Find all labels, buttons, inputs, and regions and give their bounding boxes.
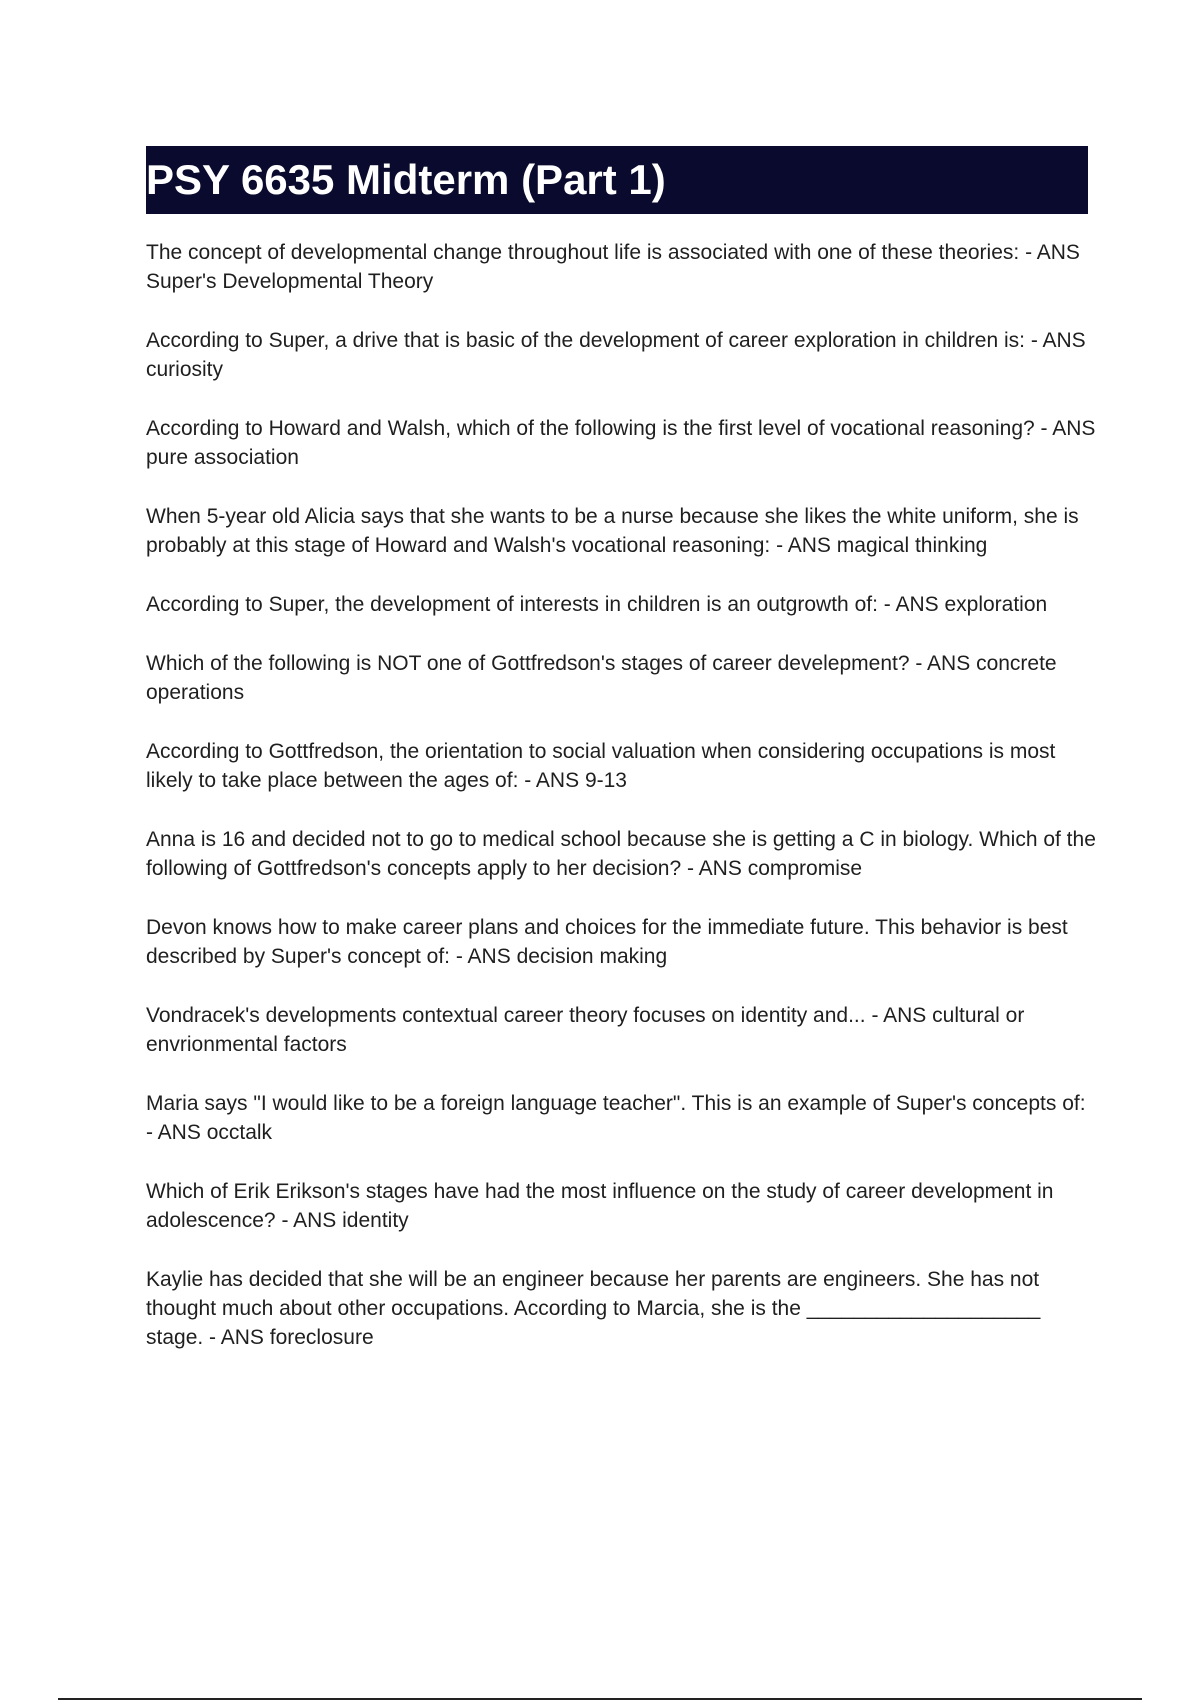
qa-item xyxy=(146,1001,1096,1059)
qa-item xyxy=(146,913,1096,971)
qa-item xyxy=(146,1089,1096,1147)
answer-marker: - ANS xyxy=(203,1326,270,1349)
qa-item xyxy=(146,502,1096,560)
answer-marker: - ANS xyxy=(1034,417,1096,440)
answer-text: magical thinking xyxy=(836,534,988,557)
answer-marker: - ANS xyxy=(909,652,977,675)
qa-item xyxy=(146,414,1096,472)
answer-marker: - ANS xyxy=(865,1004,933,1027)
qa-item xyxy=(146,1177,1096,1235)
answer-marker: - ANS xyxy=(1025,329,1086,352)
question-text: Kaylie has decided that she will be an engineer because her parents are engineers. She has not thought much about other occupations. According to Marcia, she is the ____________________ stage. xyxy=(146,1268,1041,1349)
question-text: According to Super, a drive that is basic of the development of career exploration in children is: xyxy=(146,329,1025,352)
qa-item xyxy=(146,238,1096,296)
answer-marker: - ANS xyxy=(450,945,517,968)
qa-item xyxy=(146,737,1096,795)
answer-text: compromise xyxy=(747,857,863,880)
answer-text: cultural or envrionmental factors xyxy=(146,1004,1025,1056)
answer-text: curiosity xyxy=(146,358,224,381)
answer-text: 9-13 xyxy=(584,769,627,792)
answer-marker: - ANS xyxy=(518,769,585,792)
question-text: Anna is 16 and decided not to go to medical school because she is getting a C in biology. Which of the following of Gottfredson's concepts apply to her decision? xyxy=(146,828,1096,880)
qa-item xyxy=(146,825,1096,883)
question-text: The concept of developmental change throughout life is associated with one of these theories: xyxy=(146,241,1020,264)
answer-text: concrete operations xyxy=(146,652,1057,704)
answer-marker: - ANS xyxy=(877,593,945,616)
question-text: Devon knows how to make career plans and choices for the immediate future. This behavior is best described by Super's concept of: xyxy=(146,916,1068,968)
qa-item xyxy=(146,590,1096,619)
answer-text: pure association xyxy=(146,446,299,469)
answer-marker: - ANS xyxy=(770,534,837,557)
answer-text: exploration xyxy=(944,593,1048,616)
question-text: When 5-year old Alicia says that she wants to be a nurse because she likes the white uniform, she is probably at this stage of Howard and Walsh's vocational reasoning: xyxy=(146,505,1079,557)
answer-text: Super's Developmental Theory xyxy=(146,270,434,293)
answer-text: foreclosure xyxy=(269,1326,374,1349)
question-text: Which of the following is NOT one of Gottfredson's stages of career develepment? xyxy=(146,652,910,675)
qa-item xyxy=(146,1265,1096,1352)
question-text: Vondracek's developments contextual career theory focuses on identity and... xyxy=(146,1004,866,1027)
question-text: According to Gottfredson, the orientation to social valuation when considering occupations is most likely to take place between the ages of: xyxy=(146,740,1056,792)
answer-marker: - ANS xyxy=(275,1209,343,1232)
answer-text: occtalk xyxy=(206,1121,273,1144)
title-banner xyxy=(146,146,1088,214)
answer-marker: - ANS xyxy=(681,857,748,880)
question-text: Maria says "I would like to be a foreign language teacher". This is an example of Super's concepts of: xyxy=(146,1092,1086,1115)
answer-text: identity xyxy=(342,1209,409,1232)
qa-item xyxy=(146,326,1096,384)
question-text: According to Howard and Walsh, which of the following is the first level of vocational reasoning? xyxy=(146,417,1035,440)
answer-marker: - ANS xyxy=(1019,241,1080,264)
page-title: PSY 6635 Midterm (Part 1) xyxy=(146,156,666,203)
answer-marker: - ANS xyxy=(146,1121,207,1144)
qa-item xyxy=(146,649,1096,707)
question-answer-list xyxy=(146,238,1096,1382)
question-text: Which of Erik Erikson's stages have had the most influence on the study of career development in adolescence? xyxy=(146,1180,1054,1232)
question-text: According to Super, the development of interests in children is an outgrowth of: xyxy=(146,593,878,616)
answer-text: decision making xyxy=(516,945,668,968)
